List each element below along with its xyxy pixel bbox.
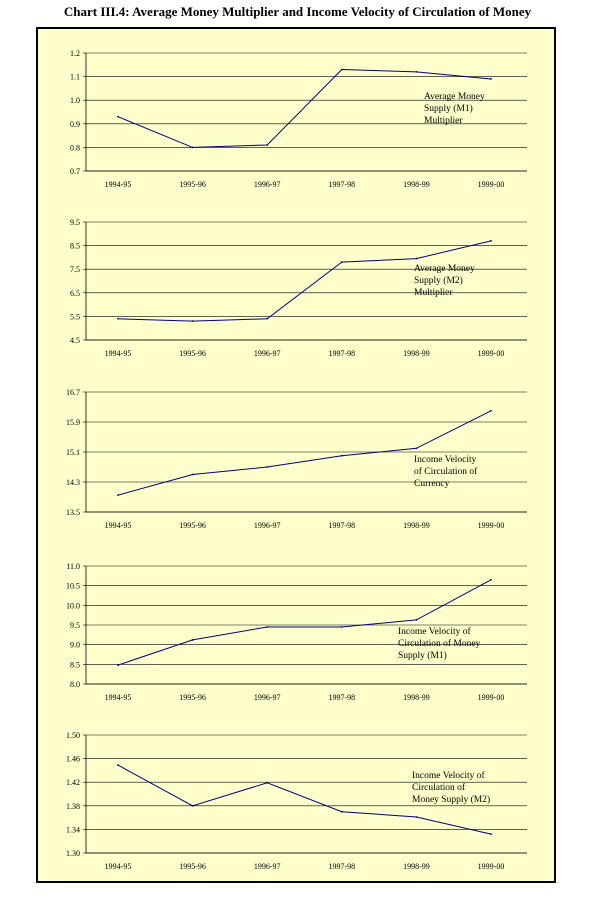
x-tick-label: 1999-00 xyxy=(477,180,505,189)
x-tick-label: 1998-99 xyxy=(403,349,430,358)
chart-panel-5 xyxy=(66,731,527,871)
data-point xyxy=(490,833,492,835)
data-point xyxy=(117,116,119,118)
y-tick-label: 1.38 xyxy=(66,801,80,811)
x-tick-label: 1997-98 xyxy=(328,349,356,358)
x-tick-label: 1999-00 xyxy=(477,521,505,530)
x-tick-label: 1999-00 xyxy=(477,693,505,702)
y-tick-label: 8.5 xyxy=(70,241,80,251)
y-tick-label: 15.9 xyxy=(66,418,80,427)
data-point xyxy=(341,626,343,628)
data-point xyxy=(192,805,194,807)
annotation-line: Circulation of Money xyxy=(398,639,481,649)
data-point xyxy=(416,71,418,73)
y-tick-label: 9.5 xyxy=(70,218,80,227)
annotation-line: of Circulation of xyxy=(414,467,478,477)
x-tick-label: 1994-95 xyxy=(104,862,132,871)
data-point xyxy=(266,144,268,146)
data-point xyxy=(117,318,119,320)
x-tick-label: 1994-95 xyxy=(104,349,132,358)
x-tick-label: 1997-98 xyxy=(328,862,356,871)
data-point xyxy=(490,579,492,581)
data-point xyxy=(490,240,492,242)
x-tick-label: 1997-98 xyxy=(328,521,356,530)
data-point xyxy=(341,69,343,71)
y-tick-label: 9.0 xyxy=(70,640,80,650)
x-tick-label: 1997-98 xyxy=(328,180,356,189)
annotation-line: Currency xyxy=(414,479,450,489)
data-point xyxy=(192,639,194,641)
data-point xyxy=(266,626,268,628)
annotation-line: Supply (M1) xyxy=(398,651,447,661)
y-tick-label: 0.7 xyxy=(70,167,80,176)
y-tick-label: 1.0 xyxy=(70,96,80,106)
x-tick-label: 1995-96 xyxy=(179,862,206,871)
annotation-line: Average Money xyxy=(424,92,485,102)
data-point xyxy=(117,764,119,766)
y-tick-label: 11.0 xyxy=(66,562,80,571)
x-tick-label: 1997-98 xyxy=(328,693,356,702)
data-point xyxy=(416,258,418,260)
chart-title: Chart III.4: Average Money Multiplier and Income Velocity of Circulation of Money xyxy=(63,4,532,19)
data-point xyxy=(117,494,119,496)
x-tick-label: 1994-95 xyxy=(104,180,132,189)
y-tick-label: 1.50 xyxy=(66,731,80,740)
x-tick-label: 1999-00 xyxy=(477,862,505,871)
x-tick-label: 1998-99 xyxy=(403,521,430,530)
annotation-line: Income Velocity of xyxy=(398,627,471,637)
y-tick-label: 0.8 xyxy=(70,143,80,153)
data-point xyxy=(341,455,343,457)
annotation-line: Supply (M2) xyxy=(414,276,463,286)
x-tick-label: 1996-97 xyxy=(253,180,281,189)
y-tick-label: 0.9 xyxy=(70,119,80,129)
x-tick-label: 1996-97 xyxy=(253,693,281,702)
y-tick-label: 1.30 xyxy=(66,849,80,858)
y-tick-label: 15.1 xyxy=(66,448,80,457)
y-tick-label: 9.5 xyxy=(70,621,80,630)
data-point xyxy=(416,816,418,818)
y-tick-label: 7.5 xyxy=(70,265,80,275)
x-tick-label: 1995-96 xyxy=(179,349,206,358)
data-point xyxy=(416,619,418,621)
data-point xyxy=(192,474,194,476)
x-tick-label: 1995-96 xyxy=(179,521,206,530)
data-point xyxy=(416,447,418,449)
annotation-line: Money Supply (M2) xyxy=(412,795,491,805)
data-point xyxy=(490,78,492,80)
data-point xyxy=(266,466,268,468)
x-tick-label: 1994-95 xyxy=(104,521,132,530)
y-tick-label: 1.46 xyxy=(66,754,80,764)
y-tick-label: 4.5 xyxy=(70,336,80,345)
chart-panel-2 xyxy=(70,218,527,358)
x-tick-label: 1995-96 xyxy=(179,180,206,189)
x-tick-label: 1998-99 xyxy=(403,862,430,871)
y-tick-label: 14.3 xyxy=(66,478,80,487)
annotation-line: Income Velocity xyxy=(414,455,477,465)
x-tick-label: 1994-95 xyxy=(104,693,132,702)
x-tick-label: 1998-99 xyxy=(403,180,430,189)
data-point xyxy=(490,410,492,412)
y-tick-label: 16.7 xyxy=(66,388,80,397)
x-tick-label: 1996-97 xyxy=(253,862,281,871)
y-tick-label: 1.34 xyxy=(66,825,80,835)
annotation-line: Multiplier xyxy=(414,288,453,298)
x-tick-label: 1995-96 xyxy=(179,693,206,702)
x-tick-label: 1996-97 xyxy=(253,521,281,530)
annotation-line: Income Velocity of xyxy=(412,771,485,781)
data-point xyxy=(341,261,343,263)
annotation-line: Multiplier xyxy=(424,116,463,126)
annotation-line: Circulation of xyxy=(412,783,466,793)
y-tick-label: 10.0 xyxy=(66,601,80,611)
y-tick-label: 6.5 xyxy=(70,288,80,298)
chart-panel-1 xyxy=(70,49,527,189)
data-point xyxy=(341,811,343,813)
y-tick-label: 8.0 xyxy=(70,680,80,689)
data-point xyxy=(192,147,194,149)
y-tick-label: 8.5 xyxy=(70,660,80,670)
y-tick-label: 1.1 xyxy=(70,72,80,82)
annotation-line: Supply (M1) xyxy=(424,104,473,114)
annotation-line: Average Money xyxy=(414,264,475,274)
data-point xyxy=(117,664,119,666)
data-point xyxy=(266,318,268,320)
x-tick-label: 1998-99 xyxy=(403,693,430,702)
y-tick-label: 1.42 xyxy=(66,778,80,788)
y-tick-label: 13.5 xyxy=(66,508,80,517)
y-tick-label: 1.2 xyxy=(70,49,80,58)
y-tick-label: 5.5 xyxy=(70,312,80,322)
data-point xyxy=(266,782,268,784)
x-tick-label: 1996-97 xyxy=(253,349,281,358)
y-tick-label: 10.5 xyxy=(66,581,80,591)
chart-panel-3 xyxy=(66,388,527,530)
chart-panel-4 xyxy=(66,562,527,702)
data-point xyxy=(192,320,194,322)
x-tick-label: 1999-00 xyxy=(477,349,505,358)
